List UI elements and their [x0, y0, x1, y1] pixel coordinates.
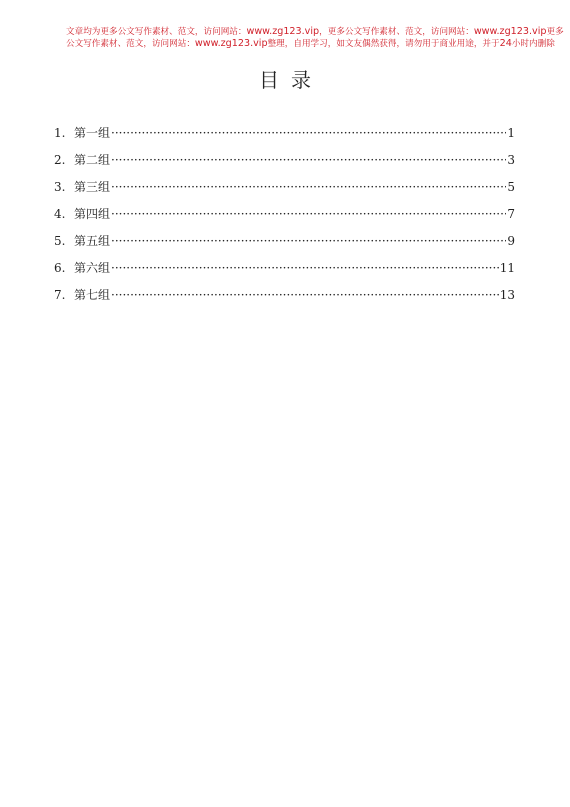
toc-entry-label: 第一组 — [74, 126, 111, 140]
toc-dot-leader — [111, 126, 506, 140]
watermark-url: www.zg123.vip — [194, 38, 268, 49]
watermark-line-1 — [66, 26, 570, 38]
table-of-contents — [54, 124, 515, 313]
watermark-text: 文章均为更多公文写作素材、范文，访问网站： — [66, 27, 247, 37]
toc-dot-leader — [111, 180, 506, 194]
watermark-url: www.zg123.vip — [246, 26, 320, 37]
toc-entry-number: 1. — [54, 126, 66, 140]
toc-entry[interactable] — [54, 205, 515, 232]
watermark-text: 公文写作素材、范文，访问网站： — [66, 39, 195, 49]
toc-entry-number: 6. — [54, 261, 66, 275]
toc-dot-leader — [111, 207, 506, 221]
watermark-text: 更多 — [546, 27, 564, 37]
toc-entry[interactable] — [54, 286, 515, 313]
toc-entry-page: 9 — [507, 234, 515, 248]
toc-entry-number: 7. — [54, 288, 66, 302]
watermark-line-2 — [66, 38, 570, 50]
toc-entry-number: 3. — [54, 180, 66, 194]
toc-entry-page: 7 — [507, 207, 515, 221]
toc-entry-label: 第三组 — [74, 180, 111, 194]
page-title: 目录 — [259, 68, 323, 92]
toc-dot-leader — [111, 288, 499, 302]
toc-entry-label: 第二组 — [74, 153, 111, 167]
toc-entry[interactable] — [54, 178, 515, 205]
toc-entry[interactable] — [54, 232, 515, 259]
watermark-text: 小时内删除 — [511, 39, 555, 49]
watermark-text: 整理，自用学习，如文友偶然获得，请勿用于商业用途，并于 — [267, 39, 500, 49]
toc-entry-page: 3 — [507, 153, 515, 167]
toc-entry[interactable] — [54, 151, 515, 178]
toc-entry-page: 5 — [507, 180, 515, 194]
toc-entry-label: 第六组 — [74, 261, 111, 275]
toc-entry[interactable] — [54, 124, 515, 151]
toc-entry-label: 第五组 — [74, 234, 111, 248]
toc-entry-label: 第四组 — [74, 207, 111, 221]
toc-entry-number: 5. — [54, 234, 66, 248]
toc-entry[interactable] — [54, 259, 515, 286]
watermark-text: 24 — [499, 38, 512, 49]
watermark-notice — [66, 26, 570, 50]
toc-entry-label: 第七组 — [74, 288, 111, 302]
toc-entry-page: 13 — [499, 288, 515, 302]
toc-entry-page: 1 — [507, 126, 515, 140]
watermark-url: www.zg123.vip — [473, 26, 547, 37]
watermark-text: ，更多公文写作素材、范文，访问网站： — [319, 27, 474, 37]
toc-entry-number: 2. — [54, 153, 66, 167]
toc-dot-leader — [111, 261, 499, 275]
toc-dot-leader — [111, 234, 506, 248]
toc-entry-number: 4. — [54, 207, 66, 221]
toc-entry-page: 11 — [499, 261, 515, 275]
toc-dot-leader — [111, 153, 506, 167]
